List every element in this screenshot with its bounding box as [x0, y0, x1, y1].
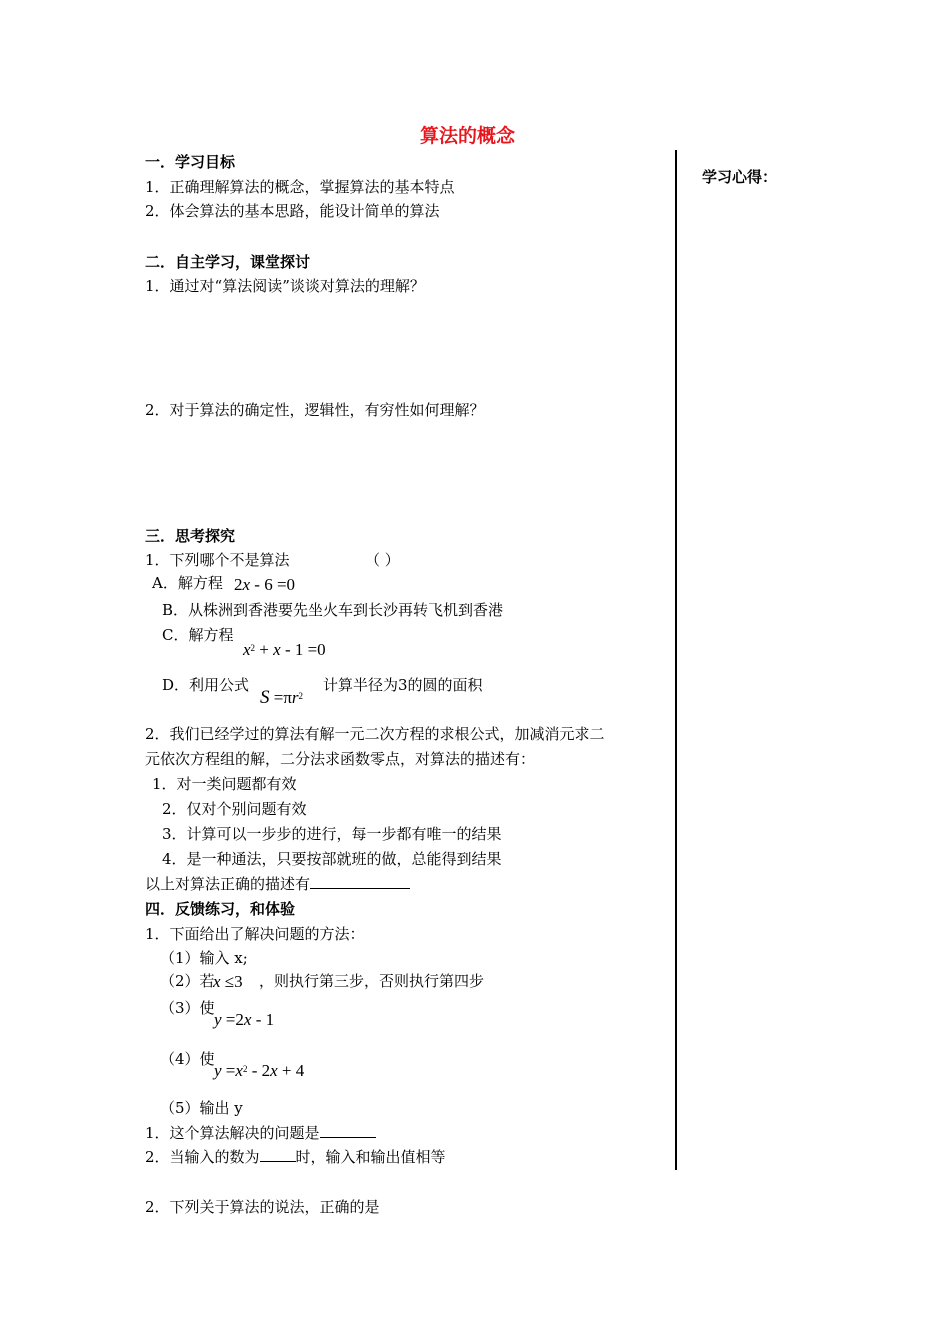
answer-blank	[260, 1147, 296, 1162]
answer-blank	[320, 1123, 376, 1138]
step: （4）使	[160, 1050, 215, 1068]
option-d: D．利用公式	[162, 676, 250, 694]
step: （5）输出 y	[160, 1099, 243, 1117]
option-d-tail: 计算半径为3的圆的面积	[323, 676, 483, 694]
step-cont: ，则执行第三步，否则执行第四步	[259, 972, 485, 990]
statement: 3．计算可以一步步的进行，每一步都有唯一的结果	[162, 825, 502, 843]
answer-blank	[310, 874, 410, 889]
conclusion: 以上对算法正确的描述有	[145, 874, 410, 894]
question: 1．下面给出了解决问题的方法：	[145, 925, 365, 943]
question-cont: 元依次方程组的解，二分法求函数零点，对算法的描述有：	[145, 750, 536, 768]
statement: 2．仅对个别问题有效	[162, 800, 307, 818]
section-heading-1: 一．学习目标	[145, 153, 236, 171]
sub-question: 1．这个算法解决的问题是	[145, 1123, 376, 1143]
list-item: 2．体会算法的基本思路，能设计简单的算法	[145, 202, 440, 220]
step: （2）若	[160, 972, 215, 990]
step: （3）使	[160, 999, 215, 1017]
section-heading-4: 四．反馈练习，和体验	[145, 900, 296, 918]
question: 2．对于算法的确定性，逻辑性，有穷性如何理解？	[145, 401, 485, 419]
equation-a: 2x - 6 =0	[234, 575, 296, 594]
step: （1）输入 x;	[160, 949, 248, 967]
equation-c: $x^2 + x - 1 =0$	[243, 640, 326, 659]
question: 2．我们已经学过的算法有解一元二次方程的求根公式，加减消元求二	[145, 725, 605, 743]
sidebar-label: 学习心得：	[702, 168, 778, 186]
statement: 1．对一类问题都有效	[152, 775, 297, 793]
inequality: x ≤3	[213, 972, 243, 991]
statement: 4．是一种通法，只要按部就班的做，总能得到结果	[162, 850, 502, 868]
equation-step3: y =2x - 1	[214, 1010, 275, 1029]
question: 1．通过对“算法阅读”谈谈对算法的理解？	[145, 277, 425, 295]
section-heading-3: 三．思考探究	[145, 527, 236, 545]
list-item: 1．正确理解算法的概念，掌握算法的基本特点	[145, 178, 455, 196]
equation-step4: $y =x^2 - 2x + 4$	[214, 1061, 305, 1080]
section-heading-2: 二．自主学习，课堂探讨	[145, 253, 311, 271]
option-c: C．解方程	[162, 626, 234, 644]
page-title: 算法的概念	[420, 125, 516, 147]
column-divider	[675, 150, 677, 1170]
question: 2．下列关于算法的说法，正确的是	[145, 1198, 380, 1216]
option-a: A．解方程	[152, 574, 223, 592]
answer-paren: （ ）	[365, 551, 400, 569]
equation-d: $S =\pi r^2$	[260, 687, 304, 708]
sub-question: 2．当输入的数为 时，输入和输出值相等	[145, 1148, 446, 1166]
option-b: B．从株洲到香港要先坐火车到长沙再转飞机到香港	[162, 601, 504, 619]
question: 1．下列哪个不是算法	[145, 551, 290, 569]
